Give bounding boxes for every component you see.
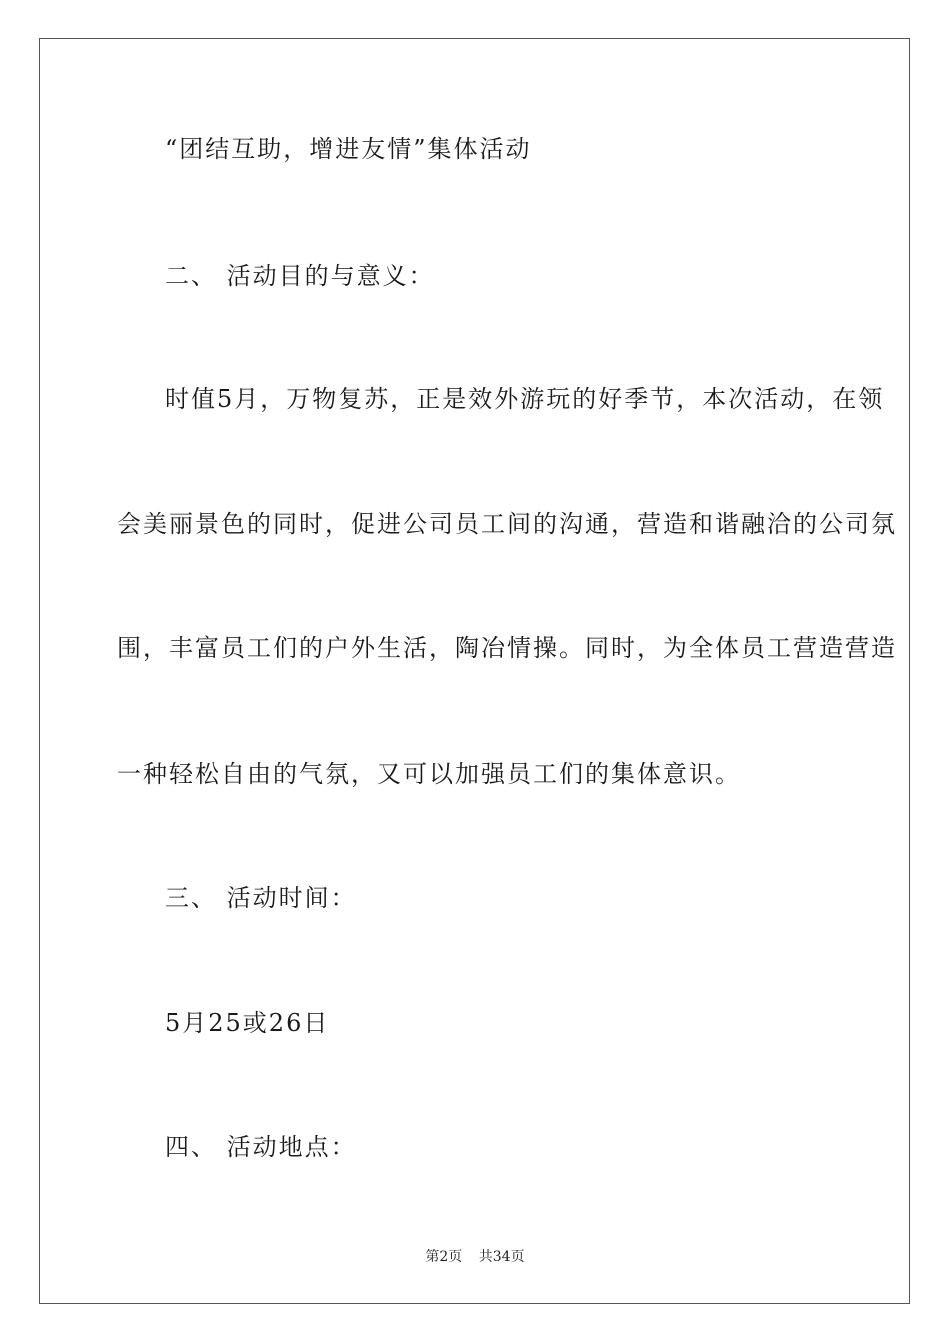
section-heading-location: 四、 活动地点： <box>165 1133 357 1161</box>
activity-title-line: “团结互助，增进友情”集体活动 <box>165 135 532 163</box>
page-border <box>39 38 910 1304</box>
page-number: 第2页 <box>425 1249 463 1265</box>
page-footer <box>0 1248 950 1266</box>
paragraph-line: 围，丰富员工们的户外生活，陶冶情操。同时，为全体员工营造营造 <box>117 634 897 662</box>
page-total: 共34页 <box>478 1249 525 1265</box>
paragraph-line: 时值5月，万物复苏，正是效外游玩的好季节，本次活动，在领 <box>165 385 885 413</box>
section-heading-time: 三、 活动时间： <box>165 884 357 912</box>
section-heading-purpose: 二、 活动目的与意义： <box>165 262 435 290</box>
paragraph-line: 一种轻松自由的气氛，又可以加强员工们的集体意识。 <box>117 760 741 788</box>
paragraph-line: 会美丽景色的同时，促进公司员工间的沟通，营造和谐融洽的公司氛 <box>117 510 897 538</box>
activity-date: 5月25或26日 <box>165 1009 330 1037</box>
